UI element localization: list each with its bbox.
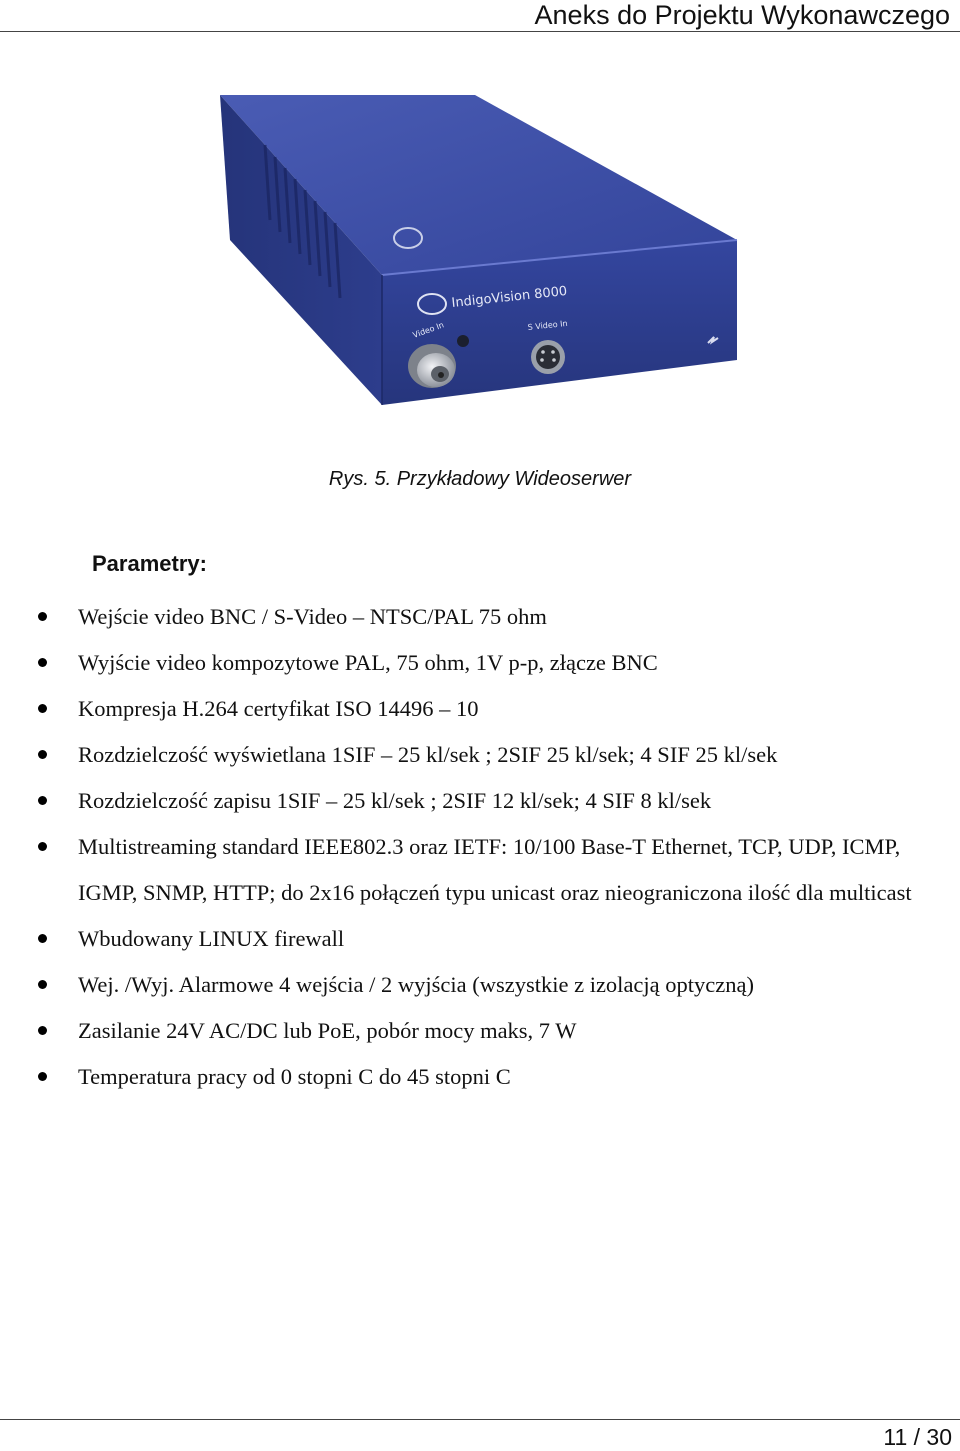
bullet-icon (38, 796, 47, 805)
bullet-icon (38, 934, 47, 943)
list-item: Zasilanie 24V AC/DC lub PoE, pobór mocy maks, 7 W (0, 1008, 960, 1054)
svideo-in-label: S Video In (527, 318, 569, 332)
list-item: Wyjście video kompozytowe PAL, 75 ohm, 1V p-p, złącze BNC (0, 640, 960, 686)
list-item: Temperatura pracy od 0 stopni C do 45 stopni C (0, 1054, 960, 1100)
parameters-list (0, 594, 960, 1100)
bullet-icon (38, 658, 47, 667)
bullet-icon (38, 1026, 47, 1035)
svideo-connector-icon (531, 340, 565, 374)
bullet-icon (38, 842, 47, 851)
parameters-heading: Parametry: (92, 551, 207, 576)
list-item: Kompresja H.264 certyfikat ISO 14496 – 10 (0, 686, 960, 732)
device-brand-label: IndigoVision 8000 (450, 283, 568, 311)
header-divider (0, 31, 960, 32)
bullet-icon (38, 612, 47, 621)
list-item: Multistreaming standard IEEE802.3 oraz IETF: 10/100 Base-T Ethernet, TCP, UDP, ICMP, IGMP, SNMP, HTTP; do 2x16 połączeń typu unicast oraz nieograniczona ilość dla multicast (0, 824, 960, 916)
list-item: Wbudowany LINUX firewall (0, 916, 960, 962)
page-header-title: Aneks do Projektu Wykonawczego (534, 0, 950, 30)
led-indicator-icon (457, 335, 469, 347)
device-photo (200, 60, 760, 455)
list-item: Rozdzielczość wyświetlana 1SIF – 25 kl/sek ; 2SIF 25 kl/sek; 4 SIF 25 kl/sek (0, 732, 960, 778)
page-number: 11 / 30 (883, 1424, 952, 1450)
video-server-illustration (200, 60, 760, 455)
list-item: Wej. /Wyj. Alarmowe 4 wejścia / 2 wyjścia (wszystkie z izolacją optyczną) (0, 962, 960, 1008)
bullet-icon (38, 750, 47, 759)
bullet-icon (38, 704, 47, 713)
bnc-connector-icon (408, 344, 456, 388)
list-item: Rozdzielczość zapisu 1SIF – 25 kl/sek ; 2SIF 12 kl/sek; 4 SIF 8 kl/sek (0, 778, 960, 824)
list-item: Wejście video BNC / S-Video – NTSC/PAL 75 ohm (0, 594, 960, 640)
bullet-icon (38, 980, 47, 989)
footer-divider (0, 1419, 960, 1420)
bullet-icon (38, 1072, 47, 1081)
figure-caption: Rys. 5. Przykładowy Wideoserwer (328, 468, 632, 490)
video-in-label: Video In (411, 320, 446, 340)
